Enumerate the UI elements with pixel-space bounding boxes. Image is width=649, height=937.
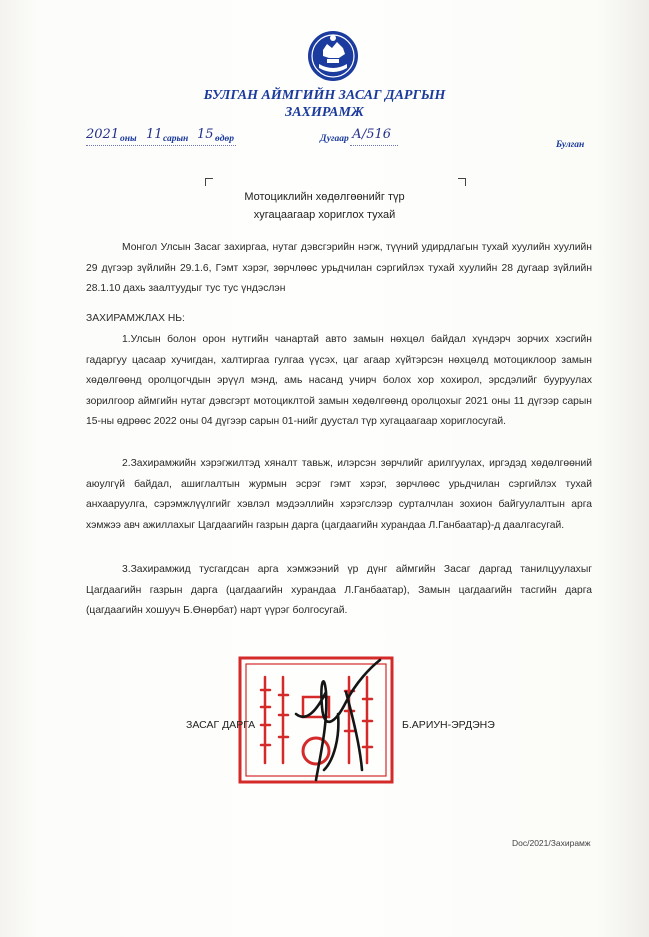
date-year-label: оны	[120, 134, 137, 144]
date-month-label: сарын	[163, 134, 189, 144]
date-day: 15	[197, 127, 214, 142]
place: Булган	[556, 140, 585, 150]
document-type: ЗАХИРАМЖ	[285, 105, 364, 120]
document-title-line1: Мотоциклийн хөдөлгөөнийг түр	[244, 191, 405, 203]
document-title-line2: хугацаагаар хориглох тухай	[253, 209, 396, 221]
order-word: ЗАХИРАМЖЛАХ НЬ:	[86, 313, 185, 324]
state-emblem-icon	[305, 28, 361, 84]
number-label: Дугаар	[320, 134, 349, 144]
date-day-label: өдөр	[215, 134, 234, 144]
document-reference: Doc/2021/Захирамж	[512, 838, 591, 848]
number-underline	[350, 145, 398, 146]
order-item-2: 2.Захирамжийн хэрэгжилтэд хяналт тавьж, илэрсэн зөрчлийг арилгуулах, иргэдэд хөдөлгөөний аюулгүй байдал, ашиглалтын журмын эсрэг гэмт хэрэг, зөрчлөөс урьдчилан сэргийлэх тухай анхааруулга, сэрэмжлүүлгийг хэвлэл мэдээллийн хэрэгслээр сурталчлан зохион байгуулалтын арга хэмжээ авч ажиллахыг Цагдаагийн газрын дарга (цагдаагийн хурандаа Л.Ганбаатар)-д даалгасугай.	[86, 458, 592, 531]
handwritten-signature-icon	[276, 652, 386, 782]
preamble-paragraph: Монгол Улсын Засаг захиргаа, нутаг дэвсгэрийн нэгж, түүний удирдлагын тухай хуулийн хуулийн 29 дүгээр зүйлийн 29.1.6, Гэмт хэрэг, зөрчлөөс урьдчилан сэргийлэх тухай хуулийн 28 дугаар зүйлийн 28.1.10 дахь заалтуудыг тус тус үндэслэн	[86, 242, 592, 295]
date-underline	[86, 145, 236, 146]
date-year: 2021	[86, 127, 120, 142]
title-corner-right	[458, 178, 466, 186]
title-corner-left	[205, 178, 213, 186]
number-value: А/516	[352, 127, 392, 142]
signatory-title: ЗАСАГ ДАРГА	[186, 719, 256, 731]
order-item-1: 1.Улсын болон орон нутгийн чанартай авто замын нөхцөл байдал хүндэрч зорчих хэсгийн гадаргуу цасаар хучигдан, халтиргаа гулгаа үүсэх, цаг агаар хүйтэрсэн нөхцөлд мотоциклоор замын хөдөлгөөнд оролцогчдын эрүүл мэнд, амь насанд учирч болох хор хохирол, эрсдэлийг бууруулах зорилгоор аймгийн нутаг дэвсгэрт мотоциклтой замын хөдөлгөөнд оролцохыг 2021 оны 11 дүгээр сарын 15-ны өдрөөс 2022 оны 04 дүгээр сарын 01-нийг дуустал түр хугацаагаар хориглосугай.	[86, 334, 592, 428]
org-name: БУЛГАН АЙМГИЙН ЗАСАГ ДАРГЫН	[203, 88, 446, 103]
date-month: 11	[146, 127, 163, 142]
order-item-3: 3.Захирамжид тусгагдсан арга хэмжээний үр дүнг аймгийн Засаг даргад танилцуулахыг Цагдаагийн газрын дарга (цагдаагийн хурандаа Л.Ганбаатар), Замын цагдаагийн тасгийн дарга (цагдаагийн хошууч Б.Өнөрбат) нарт үүрэг болгосугай.	[86, 564, 592, 617]
signatory-name: Б.АРИУН-ЭРДЭНЭ	[402, 719, 495, 731]
